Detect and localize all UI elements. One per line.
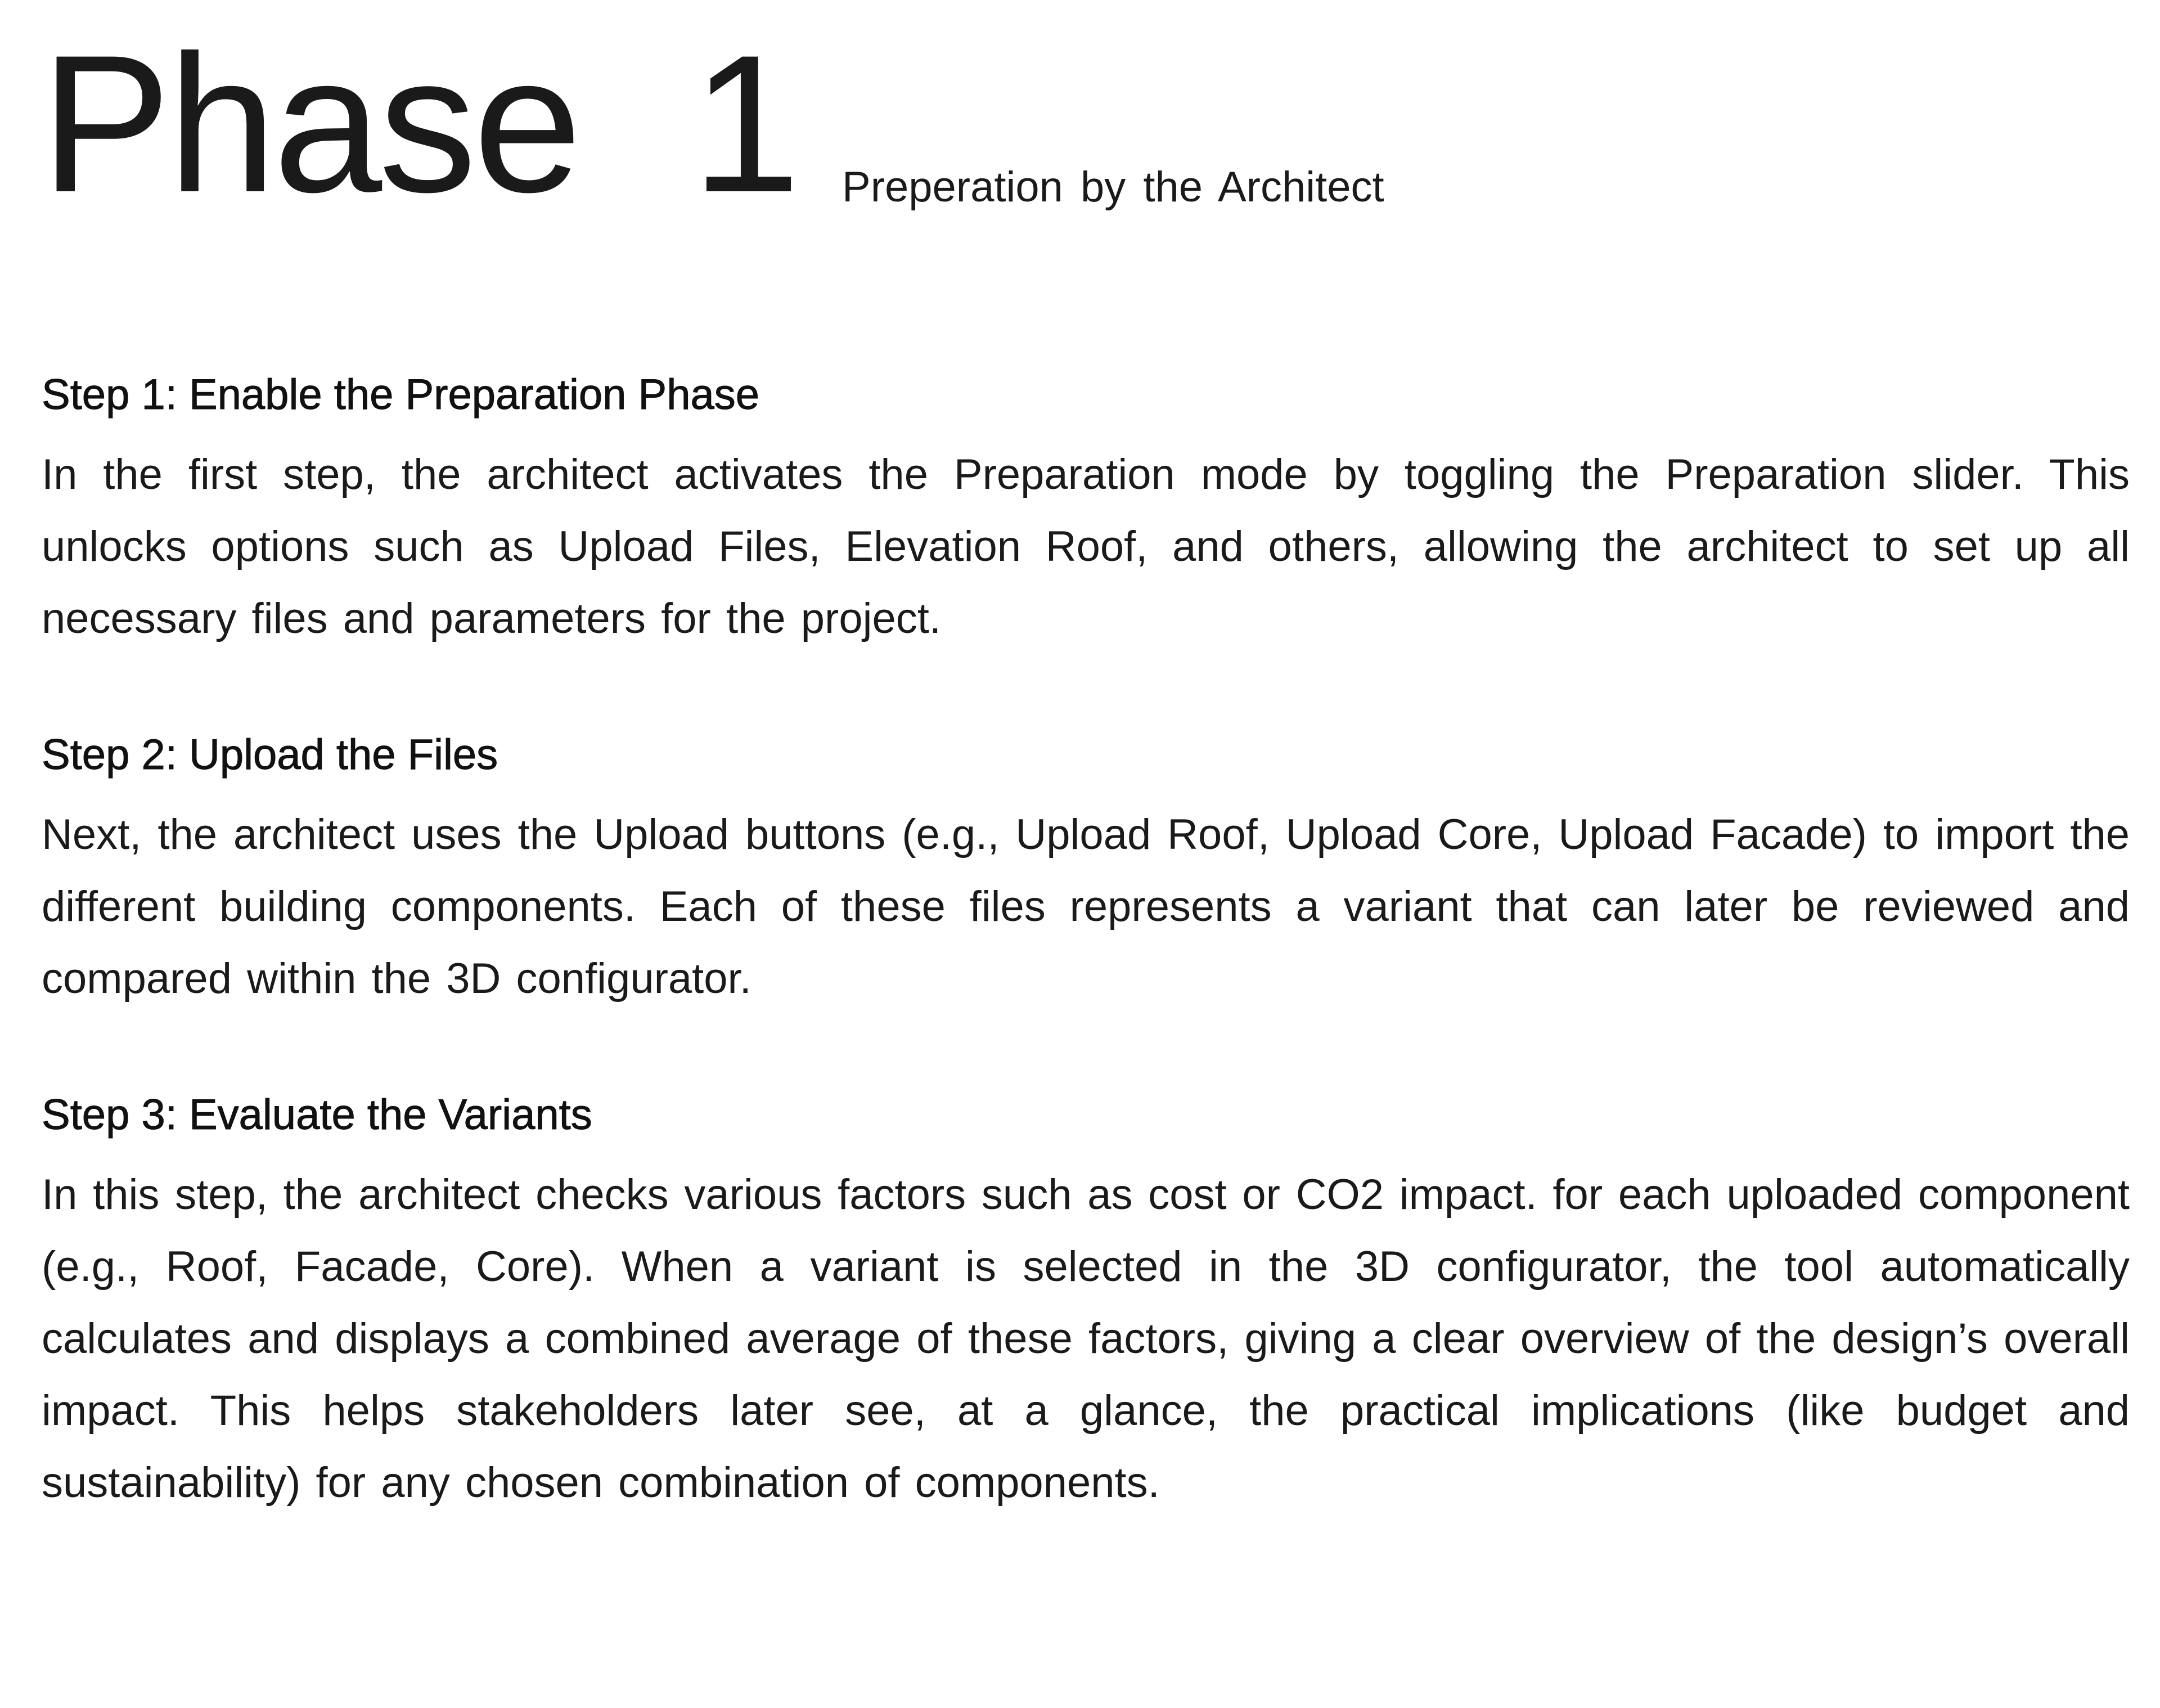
step-1-section: [42, 367, 2130, 655]
step-1-heading: Step 1: Enable the Preparation Phase: [42, 371, 760, 419]
step-2-body: Next, the architect uses the Upload buttons (e.g., Upload Roof, Upload Core, Upload Facade) to import the different building components. Each of these files represents a variant that can later be reviewed and compared within the 3D configurator.: [42, 811, 2130, 1003]
step-2-section: [42, 727, 2130, 1015]
step-3-section: [42, 1087, 2130, 1519]
step-3-body: In this step, the architect checks various factors such as cost or CO2 impact. for each uploaded component (e.g., Roof, Facade, Core). When a variant is selected in the 3D configurator, the tool automatically calculates and displays a combined average of these factors, giving a clear overview of the design’s overall impact. This helps stakeholders later see, at a glance, the practical implications (like budget and sustainability) for any chosen combination of components.: [42, 1171, 2130, 1507]
step-2-heading: Step 2: Upload the Files: [42, 731, 498, 779]
phase-header: [40, 14, 2122, 236]
step-3-heading: Step 3: Evaluate the Variants: [42, 1091, 592, 1139]
step-1-body: In the first step, the architect activates the Preparation mode by toggling the Preparation slider. This unlocks options such as Upload Files, Elevation Roof, and others, allowing the architect to set up all necessary files and parameters for the project.: [42, 451, 2130, 642]
steps-content: [42, 367, 2130, 1591]
phase-subtitle: Preperation by the Architect: [842, 163, 1384, 211]
phase-title: Phase 1: [40, 14, 797, 233]
